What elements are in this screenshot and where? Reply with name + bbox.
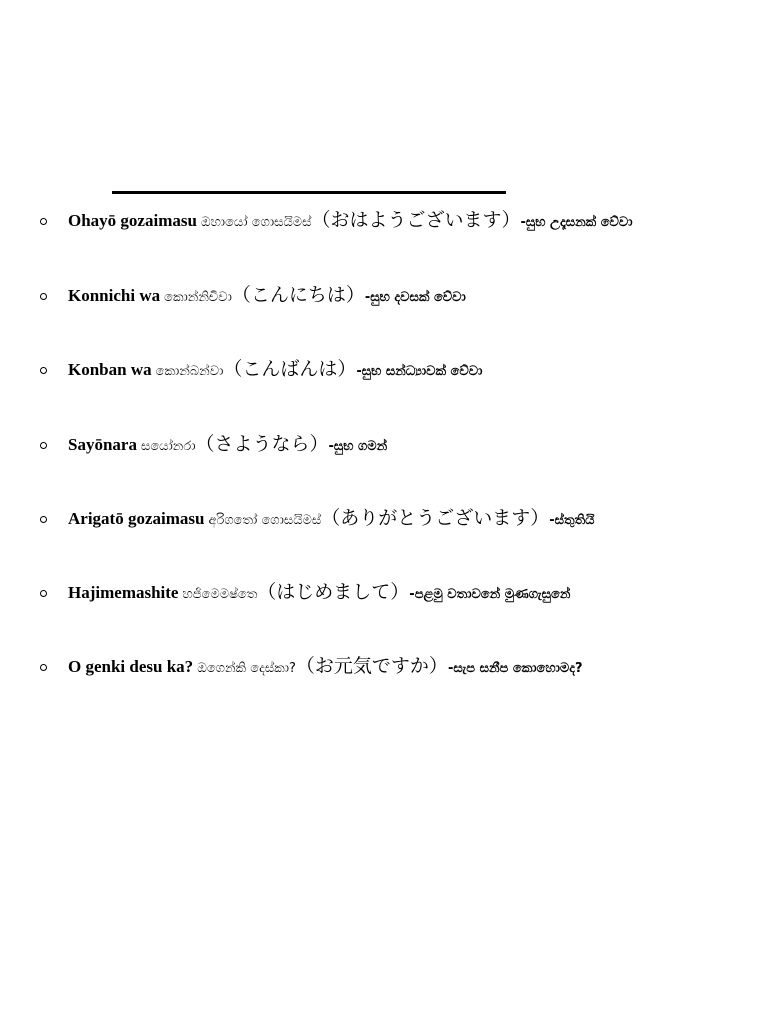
meaning-text: -සුභ උදෑසනක් වේවා xyxy=(520,215,633,230)
meaning-text: -සුභ දවසක් වේවා xyxy=(364,290,466,305)
meaning-text: -ස්තුතියි xyxy=(549,513,595,528)
phrase-line xyxy=(68,208,633,235)
romaji-text: Arigatō gozaimasu xyxy=(68,509,205,528)
romaji-text: Sayōnara xyxy=(68,435,137,454)
meaning-text: -සැප සනීප කොහොමද? xyxy=(447,661,583,676)
bullet-icon xyxy=(40,516,47,523)
bullet-icon xyxy=(40,664,47,671)
phrase-line xyxy=(68,580,570,607)
phrase-item xyxy=(0,433,768,464)
phrase-item xyxy=(0,284,768,315)
phrase-item xyxy=(0,655,768,686)
phrase-line xyxy=(68,357,482,384)
japanese-text: （さようなら） xyxy=(195,433,329,455)
bullet-icon xyxy=(40,293,47,300)
meaning-text: -සුභ සන්ධ්‍යාවක් වේවා xyxy=(356,364,483,379)
meaning-text: -සුභ ගමන් xyxy=(328,439,388,454)
japanese-text: （ありがとうございます） xyxy=(321,507,550,529)
bullet-icon xyxy=(40,218,47,225)
bullet-icon xyxy=(40,442,47,449)
romaji-text: Hajimemashite xyxy=(68,583,179,602)
romaji-text: Konnichi wa xyxy=(68,286,161,305)
phrase-line xyxy=(68,506,594,533)
phrase-line xyxy=(68,432,387,459)
sinhala-reading-text: ඔහායෝ ගොසයිමස් xyxy=(200,215,312,230)
japanese-text: （お元気ですか） xyxy=(295,655,448,677)
phrase-item xyxy=(0,358,768,389)
sinhala-reading-text: කොන්නිචිවා xyxy=(164,290,232,305)
sinhala-reading-text: හජිමෙමෂ්තෙ xyxy=(182,587,258,602)
bullet-icon xyxy=(40,367,47,374)
phrase-line xyxy=(68,283,466,310)
japanese-text: （はじめまして） xyxy=(257,581,410,603)
romaji-text: Konban wa xyxy=(68,360,152,379)
meaning-text: -පළමු වතාවනේ මුණගැසුනේ xyxy=(409,587,571,602)
bullet-icon xyxy=(40,590,47,597)
sinhala-reading-text: අරිගතෝ ගොසයිමස් xyxy=(208,513,322,528)
japanese-text: （おはようございます） xyxy=(311,209,521,231)
phrase-item xyxy=(0,581,768,612)
phrase-item xyxy=(0,209,768,240)
horizontal-rule xyxy=(112,191,506,194)
japanese-text: （こんばんは） xyxy=(223,358,357,380)
romaji-text: O genki desu ka? xyxy=(68,657,194,676)
phrase-item xyxy=(0,507,768,538)
japanese-text: （こんにちは） xyxy=(231,284,365,306)
sinhala-reading-text: කොන්බන්වා xyxy=(155,364,224,379)
romaji-text: Ohayō gozaimasu xyxy=(68,211,197,230)
phrase-line xyxy=(68,654,583,681)
sinhala-reading-text: ඔගෙන්කි දෙස්කා? xyxy=(197,661,296,676)
sinhala-reading-text: සයෝනරා xyxy=(140,439,196,454)
